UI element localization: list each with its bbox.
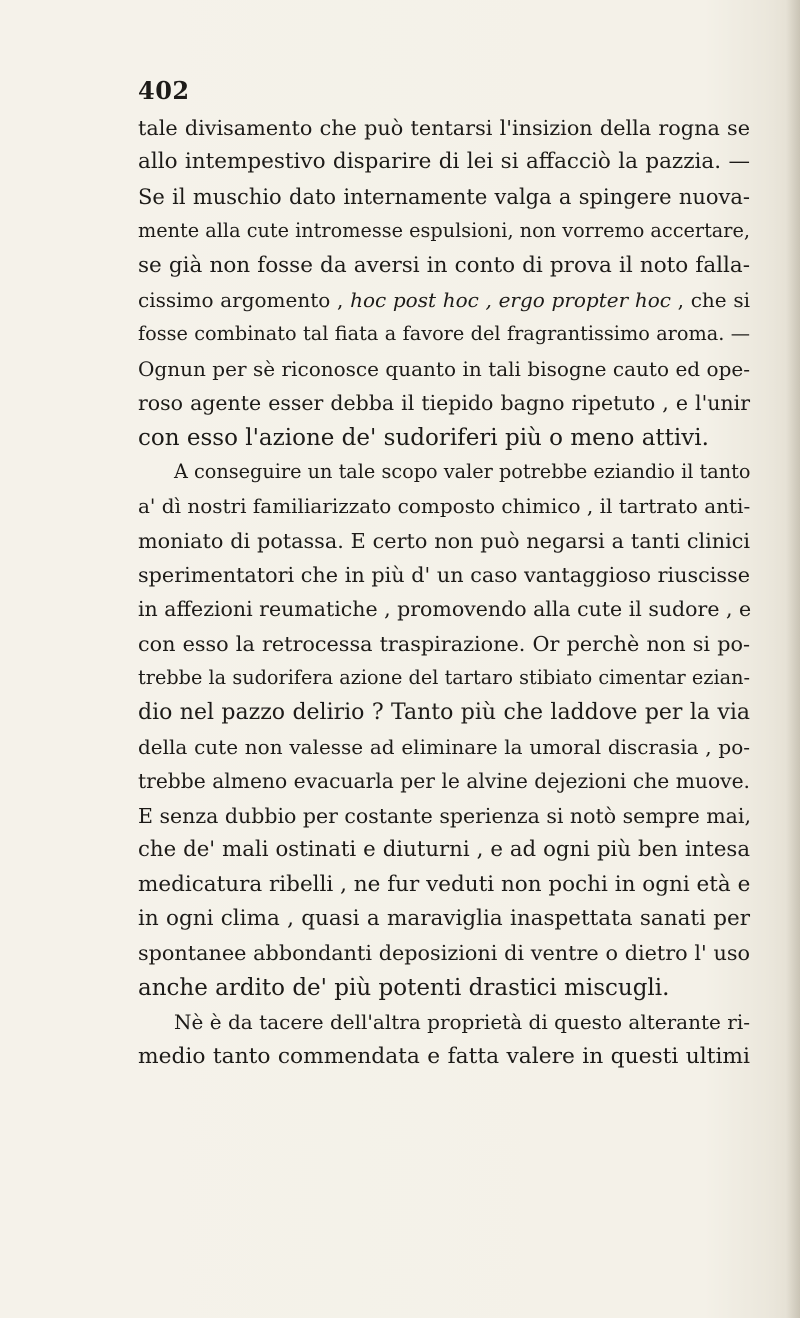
latin-phrase: hoc post hoc , ergo propter hoc <box>350 287 671 312</box>
text-line: con esso l'azione de' sudoriferi più o meno attivi. <box>138 424 709 451</box>
text-line: fosse combinato tal fiata a favore del fragrantissimo aroma. — <box>138 322 750 346</box>
text-line: a' dì nostri familiarizzato composto chimico , il tartrato anti- <box>138 494 751 519</box>
text-line: Se il muschio dato internamente valga a spingere nuova- <box>138 184 750 209</box>
page-number: 402 <box>138 76 190 105</box>
body-text <box>138 111 750 1074</box>
text-line: con esso la retrocessa traspirazione. Or perchè non si po- <box>138 631 750 656</box>
text-line: Nè è da tacere dell'altra proprietà di questo alterante ri- <box>174 1010 750 1035</box>
text-line: tale divisamento che può tentarsi l'insizion della rogna se <box>138 116 750 140</box>
text-line: sperimentatori che in più d' un caso vantaggioso riuscisse <box>138 563 750 588</box>
text-segment: cissimo argomento , <box>138 287 351 312</box>
text-line: trebbe almeno evacuarla per le alvine dejezioni che muove. <box>138 769 750 794</box>
text-line: Ognun per sè riconosce quanto in tali bisogne cauto ed ope- <box>138 356 750 381</box>
text-line: moniato di potassa. E certo non può negarsi a tanti clinici <box>138 528 750 553</box>
text-line: in affezioni reumatiche , promovendo alla cute il sudore , e <box>138 597 752 622</box>
page-edge-shadow <box>786 0 800 1318</box>
text-line: allo intempestivo disparire di lei si affacciò la pazzia. — <box>138 149 750 175</box>
text-line: medio tanto commendata e fatta valere in questi ultimi <box>138 1043 750 1069</box>
text-line: dio nel pazzo delirio ? Tanto più che laddove per la via <box>138 699 750 725</box>
text-line: medicatura ribelli , ne fur veduti non pochi in ogni età e <box>138 871 751 897</box>
text-line: trebbe la sudorifera azione del tartaro stibiato cimentar ezian- <box>138 666 750 690</box>
text-line <box>138 283 750 317</box>
text-line: roso agente esser debba il tiepido bagno ripetuto , e l'unir <box>138 391 750 416</box>
text-line: E senza dubbio per costante sperienza si notò sempre mai, <box>138 803 751 828</box>
text-line: A conseguire un tale scopo valer potrebbe eziandio il tanto <box>174 459 751 483</box>
text-line: in ogni clima , quasi a maraviglia inaspettata sanati per <box>138 905 750 931</box>
text-line: della cute non valesse ad eliminare la umoral discrasia , po- <box>138 735 750 760</box>
text-line: che de' mali ostinati e diuturni , e ad ogni più ben intesa <box>138 837 750 863</box>
text-line: se già non fosse da aversi in conto di prova il noto falla- <box>138 252 750 278</box>
text-line: mente alla cute intromesse espulsioni, non vorremo accertare, <box>138 219 750 243</box>
text-segment: , che si <box>670 287 750 312</box>
text-line: spontanee abbondanti deposizioni di ventre o dietro l' uso <box>138 941 750 966</box>
text-line: anche ardito de' più potenti drastici miscugli. <box>138 974 670 1001</box>
